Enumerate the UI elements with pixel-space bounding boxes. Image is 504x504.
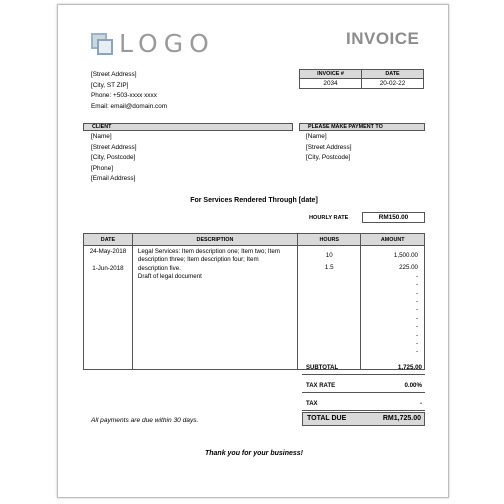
row-1-amount: 1,500.00	[393, 252, 418, 259]
services-title: For Services Rendered Through [date]	[190, 197, 318, 204]
row-1-hours: 10	[325, 252, 333, 259]
row-2-date: 1-Jun-2018	[92, 264, 124, 272]
client-city: [City, Postcode]	[91, 154, 136, 161]
client-email: [Email Address]	[91, 175, 136, 182]
hourly-rate-value: RM150.00	[362, 212, 425, 223]
row-1-date: 24-May-2018	[89, 248, 127, 255]
blank-amount: -	[415, 281, 418, 289]
logo-text: LOGO	[119, 29, 215, 58]
client-header: CLIENT	[83, 123, 293, 131]
blank-amount: -	[415, 323, 418, 331]
logo-icon	[91, 33, 113, 55]
sender-city: [City, ST ZIP]	[91, 81, 129, 89]
tax-row	[302, 396, 425, 411]
blank-amount: -	[415, 297, 418, 305]
tax-rate-row	[302, 378, 425, 393]
payee-street: [Street Address]	[306, 143, 352, 151]
payee-city: [City, Postcode]	[306, 154, 351, 161]
subtotal-value: 1,725.00	[397, 364, 422, 371]
tax-rate-value: 0.00%	[404, 382, 422, 389]
subtotal-label: SUBTOTAL	[306, 365, 339, 371]
col-amount-header: AMOUNT	[361, 234, 425, 246]
client-street: [Street Address]	[91, 143, 137, 151]
invoice-number-value: 2034	[299, 78, 362, 89]
tax-value: -	[419, 400, 422, 407]
company-logo	[91, 29, 215, 58]
invoice-number-header: INVOICE #	[299, 69, 362, 79]
row-1-desc-line-3: description five.	[137, 264, 181, 272]
blank-amount: -	[415, 272, 418, 280]
sender-phone: Phone: +503-xxxx xxxx	[91, 92, 157, 99]
amount-column	[361, 246, 425, 370]
invoice-page	[57, 4, 449, 498]
date-header: DATE	[361, 69, 424, 79]
blank-amount: -	[415, 331, 418, 339]
blank-amount: -	[415, 289, 418, 297]
tax-label: TAX	[306, 401, 318, 407]
thank-you-message: Thank you for your business!	[204, 450, 303, 457]
total-due-value: RM1,725.00	[382, 415, 421, 422]
blank-amount: -	[415, 348, 418, 356]
col-description-header: DESCRIPTION	[132, 234, 297, 246]
blank-amount: -	[415, 306, 418, 314]
sender-email: Email: email@domain.com	[91, 102, 168, 110]
row-2-amount: 225.00	[399, 264, 418, 272]
col-date-header: DATE	[84, 234, 133, 246]
hourly-rate-label: HOURLY RATE	[309, 215, 349, 221]
total-due-row	[302, 412, 425, 426]
total-due-label: TOTAL DUE	[307, 415, 347, 422]
description-column	[132, 246, 297, 370]
payment-header: PLEASE MAKE PAYMENT TO	[299, 123, 425, 131]
blank-amount: -	[415, 314, 418, 322]
row-2-desc: Draft of legal document	[137, 273, 202, 281]
sender-street: [Street Address]	[91, 71, 137, 78]
col-hours-header: HOURS	[298, 234, 361, 246]
payment-terms-note: All payments are due within 30 days.	[91, 417, 199, 424]
invoice-title: INVOICE	[346, 29, 420, 48]
row-1-desc-line-1: Legal Services: Item description one; Item two; Item	[137, 248, 280, 255]
hours-column	[298, 246, 361, 370]
client-name: [Name]	[91, 133, 112, 140]
date-column	[84, 246, 133, 370]
invoice-date-value: 20-02-22	[361, 78, 424, 89]
blank-amount: -	[415, 339, 418, 347]
row-1-desc-line-2: description three; Item description four; Item	[137, 256, 259, 264]
row-2-hours: 1.5	[324, 264, 334, 272]
items-table	[83, 233, 425, 370]
payee-name: [Name]	[306, 133, 327, 140]
client-phone: [Phone]	[91, 164, 114, 172]
subtotal-row	[302, 360, 425, 375]
tax-rate-label: TAX RATE	[306, 383, 336, 389]
